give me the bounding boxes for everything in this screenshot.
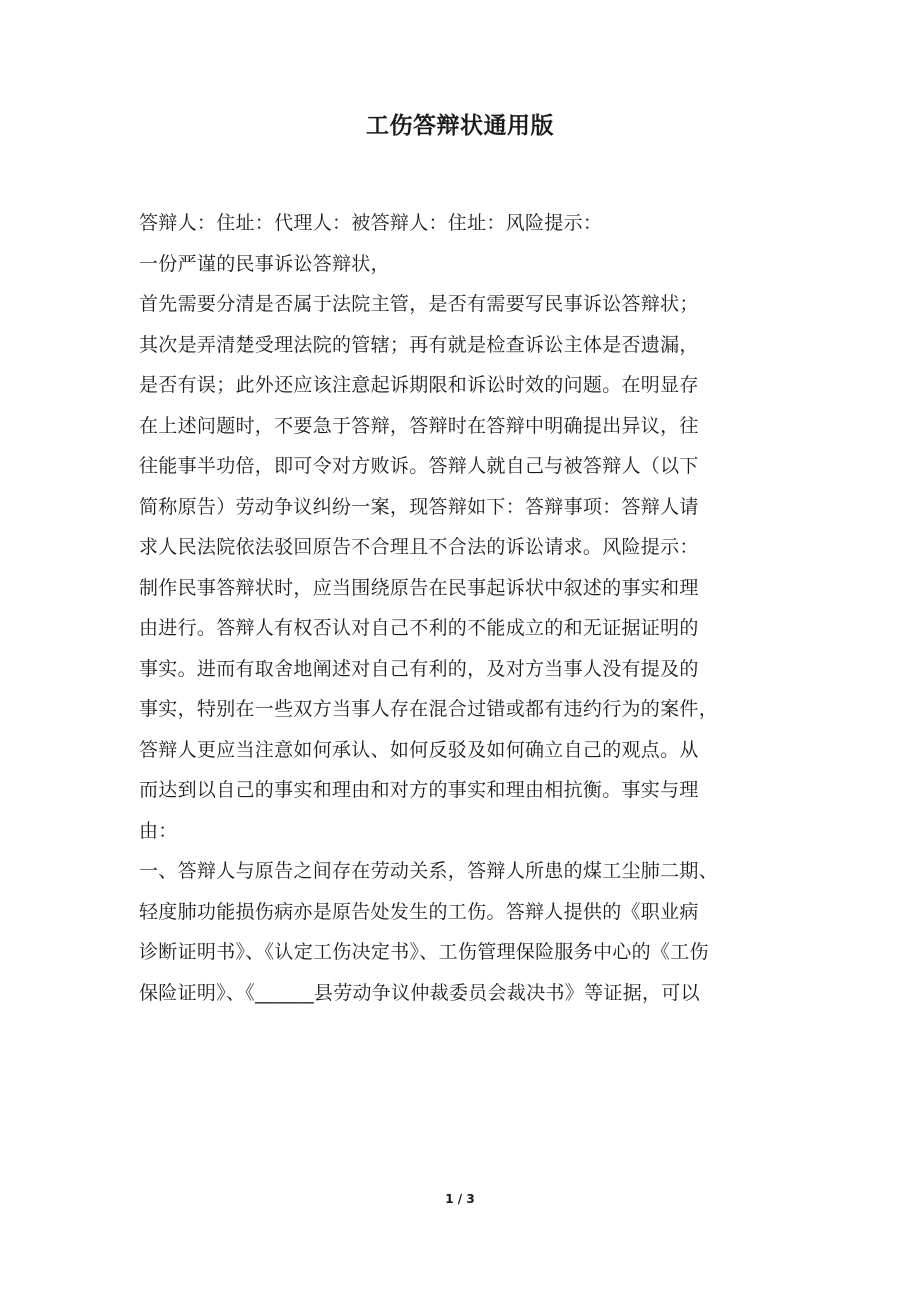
body-line: 事实。进而有取舍地阐述对自己有利的，及对方当事人没有提及的 [139,657,699,680]
body-line: 在上述问题时，不要急于答辩，答辩时在答辩中明确提出异议，往 [139,414,699,437]
document-body [139,203,779,1013]
body-line: 求人民法院依法驳回原告不合理且不合法的诉讼请求。风险提示： [139,536,699,558]
body-line: 一、答辩人与原告之间存在劳动关系，答辩人所患的煤工尘肺二期、 [139,860,719,882]
body-line: 其次是弄清楚受理法院的管辖；再有就是检查诉讼主体是否遗漏， [139,333,699,356]
document-title: 工伤答辩状通用版 [366,113,554,139]
body-line: 简称原告）劳动争议纠纷一案，现答辩如下：答辩事项：答辩人请 [139,495,699,518]
body-line: 答辩人：住址：代理人：被答辩人：住址：风险提示： [139,212,603,234]
page-number: 1 / 3 [445,1192,475,1206]
body-line: 制作民事答辩状时，应当围绕原告在民事起诉状中叙述的事实和理 [139,576,699,599]
body-line: 轻度肺功能损伤病亦是原告处发生的工伤。答辩人提供的《职业病 [139,900,699,923]
body-line: 诊断证明书》、《认定工伤决定书》、工伤管理保险服务中心的《工伤 [139,941,709,963]
body-line: 保险证明》、《______县劳动争议仲裁委员会裁决书》等证据，可以 [139,981,700,1004]
body-line: 而达到以自己的事实和理由和对方的事实和理由相抗衡。事实与理 [139,779,699,801]
body-line: 由： [139,819,178,842]
body-line: 事实，特别在一些双方当事人存在混合过错或都有违约行为的案件， [139,698,719,720]
body-line: 首先需要分清是否属于法院主管，是否有需要写民事诉讼答辩状； [139,293,699,315]
body-line: 往能事半功倍，即可令对方败诉。答辩人就自己与被答辩人（以下 [139,455,699,477]
body-line: 由进行。答辩人有权否认对自己不利的不能成立的和无证据证明的 [139,617,699,639]
body-line: 一份严谨的民事诉讼答辩状， [139,252,390,275]
body-line: 是否有误；此外还应该注意起诉期限和诉讼时效的问题。在明显存 [139,374,699,396]
body-line: 答辩人更应当注意如何承认、如何反驳及如何确立自己的观点。从 [139,738,699,761]
